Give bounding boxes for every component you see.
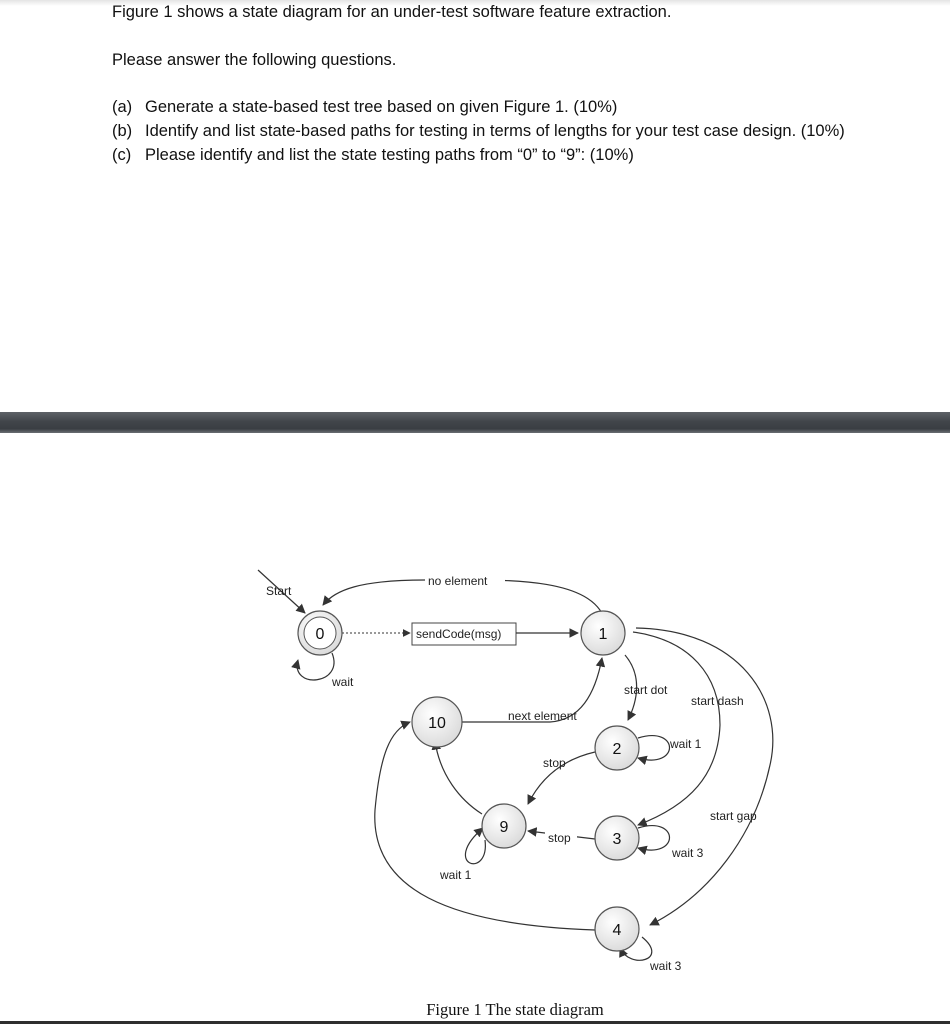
section-divider [0, 412, 950, 433]
start-dash-transition [633, 632, 720, 825]
wait-3-label-s4: wait 3 [650, 959, 682, 973]
question-item-text: Generate a state-based test tree based on given Figure 1. (10%) [145, 98, 618, 116]
question-item-label: (a) [112, 98, 133, 116]
state-number: 4 [612, 922, 622, 939]
send-code-label: sendCode(msg) [416, 627, 502, 641]
question-intro: Figure 1 shows a state diagram for an under-test software feature extraction. [112, 3, 672, 21]
start-label: Start [266, 584, 292, 598]
wait-1-loop-s2 [638, 736, 670, 760]
question-item-b [112, 122, 845, 141]
wait-1-label-s9: wait 1 [440, 868, 472, 882]
question-item-a [112, 98, 617, 117]
state-number: 10 [428, 715, 446, 732]
state-number: 3 [612, 831, 622, 848]
no-element-label: no element [428, 574, 488, 588]
wait-label-s0: wait [332, 675, 354, 689]
state-node-1 [581, 611, 625, 655]
stop-label-s3: stop [548, 831, 571, 845]
start-dash-label: start dash [691, 694, 744, 708]
question-item-label: (c) [112, 146, 132, 164]
state-node-2 [595, 726, 639, 770]
wait-1-loop-s9 [465, 828, 485, 864]
state-node-3 [595, 816, 639, 860]
question-prompt: Please answer the following questions. [112, 51, 397, 69]
question-item-label: (b) [112, 122, 133, 140]
wait-loop-s0 [297, 653, 334, 680]
state-node-9 [482, 804, 526, 848]
wait-3-label-s3: wait 3 [672, 846, 704, 860]
state-number: 9 [499, 819, 509, 836]
question-item-text: Please identify and list the state testing paths from “0” to “9”: (10%) [145, 146, 634, 164]
start-gap-label: start gap [710, 809, 757, 823]
stop-label-s2: stop [543, 756, 566, 770]
nine-to-ten-transition [435, 741, 482, 814]
state-node-4 [595, 907, 639, 951]
state-diagram [250, 560, 780, 990]
next-element-label: next element [508, 709, 577, 723]
wait-3-loop-s3 [638, 826, 670, 850]
wait-1-label-s2: wait 1 [670, 737, 702, 751]
state-number: 1 [598, 626, 608, 643]
start-dot-label: start dot [624, 683, 668, 697]
state-number: 0 [315, 626, 325, 643]
figure-caption: Figure 1 The state diagram [426, 1000, 604, 1019]
question-item-c [112, 146, 634, 165]
state-node-10 [412, 697, 462, 747]
question-item-text: Identify and list state-based paths for testing in terms of lengths for your test case design. (10%) [145, 122, 845, 140]
state-number: 2 [612, 741, 622, 758]
state-node-0 [298, 611, 342, 655]
